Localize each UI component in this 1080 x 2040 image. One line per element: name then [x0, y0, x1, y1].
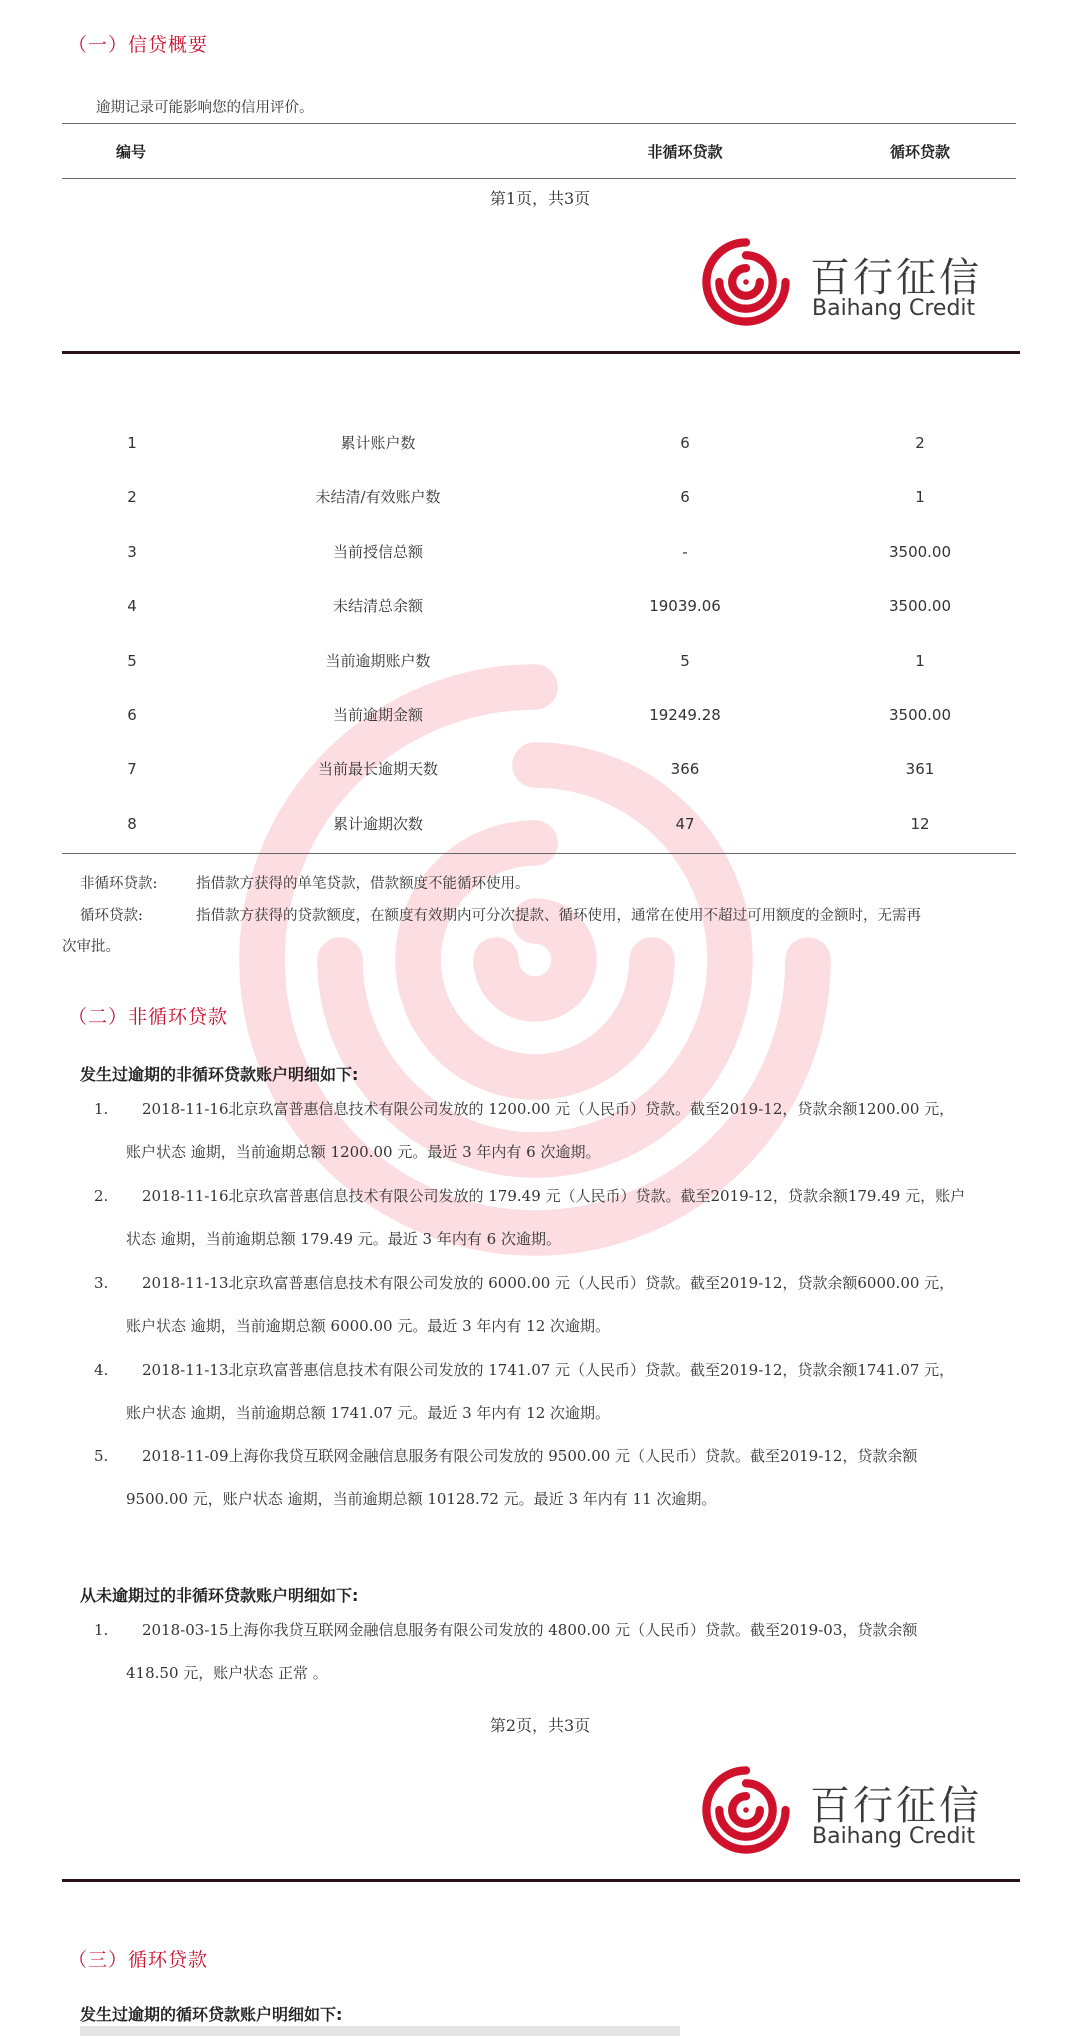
row-revolving: 361: [905, 760, 935, 778]
cut-off-content-bar: [80, 2026, 680, 2036]
item-number: 4.: [94, 1361, 109, 1379]
item-line1: 2018-11-16北京玖富普惠信息技术有限公司发放的 1200.00 元（人民币）贷款。截至2019-12，贷款余额1200.00 元，: [142, 1100, 955, 1118]
row-revolving: 12: [910, 815, 930, 833]
definition-text-non-revolving: 指借款方获得的单笔贷款，借款额度不能循环使用。: [196, 876, 530, 892]
section-revolving-title: （三）循环贷款: [68, 1949, 209, 1971]
table-row: [0, 797, 1080, 851]
row-no: 8: [127, 815, 137, 833]
item-number: 1.: [94, 1621, 109, 1639]
row-revolving: 3500.00: [888, 597, 952, 615]
baihang-logo: [700, 236, 990, 336]
item-number: 3.: [94, 1274, 109, 1292]
baihang-logo: [700, 1764, 990, 1864]
row-no: 7: [127, 760, 137, 778]
logo-english-name: Baihang Credit: [812, 1824, 976, 1849]
table-header-rule: [62, 178, 1016, 179]
row-no: 4: [127, 597, 137, 615]
item-line2: 418.50 元，账户状态 正常 。: [126, 1664, 328, 1682]
table-top-rule: [62, 123, 1016, 124]
item-line2: 状态 逾期，当前逾期总额 179.49 元。最近 3 年内有 6 次逾期。: [126, 1230, 561, 1248]
table-row: [0, 634, 1080, 688]
row-no: 3: [127, 543, 137, 561]
item-line1: 2018-11-16北京玖富普惠信息技术有限公司发放的 179.49 元（人民币）贷款。截至2019-12，贷款余额179.49 元，账户: [142, 1187, 966, 1205]
col-header-no: 编号: [116, 143, 147, 161]
item-line2: 账户状态 逾期，当前逾期总额 1741.07 元。最近 3 年内有 12 次逾期。: [126, 1404, 611, 1422]
row-label: 当前逾期账户数: [325, 652, 431, 670]
normal-non-revolving-heading: 从未逾期过的非循环贷款账户明细如下:: [80, 1586, 359, 1605]
row-label: 当前逾期金额: [332, 706, 423, 724]
table-bottom-rule: [62, 853, 1016, 854]
row-no: 1: [127, 434, 137, 452]
item-line2: 9500.00 元，账户状态 逾期，当前逾期总额 10128.72 元。最近 3 年内有 11 次逾期。: [126, 1490, 717, 1508]
overdue-notice: 逾期记录可能影响您的信用评价。: [96, 100, 314, 116]
row-non-revolving: 19249.28: [649, 706, 721, 724]
row-revolving: 1: [915, 488, 925, 506]
overdue-revolving-heading: 发生过逾期的循环贷款账户明细如下:: [80, 2005, 343, 2024]
row-revolving: 3500.00: [888, 706, 952, 724]
item-line1: 2018-11-09上海你我贷互联网金融信息服务有限公司发放的 9500.00 元（人民币）贷款。截至2019-12，贷款余额: [142, 1447, 918, 1465]
page-indicator-2: 第2页，共3页: [489, 1716, 591, 1735]
row-non-revolving: 366: [670, 760, 700, 778]
col-header-non-revolving: 非循环贷款: [647, 143, 723, 161]
table-row: [0, 742, 1080, 796]
row-revolving: 1: [915, 652, 925, 670]
page-indicator-1: 第1页，共3页: [489, 189, 591, 208]
row-non-revolving: 6: [680, 434, 690, 452]
section-non-revolving-title: （二）非循环贷款: [68, 1006, 229, 1028]
logo-chinese-name: 百行征信: [810, 1783, 982, 1829]
row-no: 2: [127, 488, 137, 506]
row-label: 未结清总余额: [332, 597, 423, 615]
page-break-rule-1: [62, 351, 1020, 354]
item-line2: 账户状态 逾期，当前逾期总额 6000.00 元。最近 3 年内有 12 次逾期。: [126, 1317, 611, 1335]
item-line1: 2018-03-15上海你我贷互联网金融信息服务有限公司发放的 4800.00 元（人民币）贷款。截至2019-03，贷款余额: [142, 1621, 918, 1639]
row-no: 6: [127, 706, 137, 724]
row-no: 5: [127, 652, 137, 670]
section-credit-summary-title: （一）信贷概要: [68, 34, 209, 56]
page-break-rule-2: [62, 1879, 1020, 1882]
item-line1: 2018-11-13北京玖富普惠信息技术有限公司发放的 6000.00 元（人民币）贷款。截至2019-12，贷款余额6000.00 元，: [142, 1274, 955, 1292]
item-line2: 账户状态 逾期，当前逾期总额 1200.00 元。最近 3 年内有 6 次逾期。: [126, 1143, 601, 1161]
item-number: 2.: [94, 1187, 109, 1205]
table-row: [0, 688, 1080, 742]
row-revolving: 3500.00: [888, 543, 952, 561]
definition-term-non-revolving: 非循环贷款:: [80, 876, 158, 892]
table-row: [0, 579, 1080, 633]
item-number: 5.: [94, 1447, 109, 1465]
baihang-logo-icon: [700, 1764, 792, 1856]
item-number: 1.: [94, 1100, 109, 1118]
row-non-revolving: 5: [680, 652, 690, 670]
table-row: [0, 470, 1080, 524]
col-header-revolving: 循环贷款: [889, 143, 950, 161]
row-non-revolving: -: [682, 543, 688, 561]
table-row: [0, 416, 1080, 470]
row-label: 当前授信总额: [332, 543, 423, 561]
overdue-non-revolving-heading: 发生过逾期的非循环贷款账户明细如下:: [80, 1065, 359, 1084]
row-label: 累计账户数: [340, 434, 416, 452]
definition-text-revolving-cont: 次审批。: [62, 939, 120, 955]
row-label: 未结清/有效账户数: [315, 488, 441, 506]
row-label: 累计逾期次数: [332, 815, 423, 833]
row-label: 当前最长逾期天数: [317, 760, 438, 778]
item-line1: 2018-11-13北京玖富普惠信息技术有限公司发放的 1741.07 元（人民币）贷款。截至2019-12，贷款余额1741.07 元，: [142, 1361, 955, 1379]
table-row: [0, 525, 1080, 579]
definition-text-revolving: 指借款方获得的贷款额度，在额度有效期内可分次提款、循环使用，通常在使用不超过可用额度的金额时，无需再: [196, 908, 921, 924]
row-non-revolving: 47: [675, 815, 695, 833]
logo-chinese-name: 百行征信: [810, 255, 982, 301]
row-non-revolving: 19039.06: [649, 597, 721, 615]
row-non-revolving: 6: [680, 488, 690, 506]
baihang-logo-icon: [700, 236, 792, 328]
logo-english-name: Baihang Credit: [812, 296, 976, 321]
row-revolving: 2: [915, 434, 925, 452]
definition-term-revolving: 循环贷款:: [80, 908, 143, 924]
